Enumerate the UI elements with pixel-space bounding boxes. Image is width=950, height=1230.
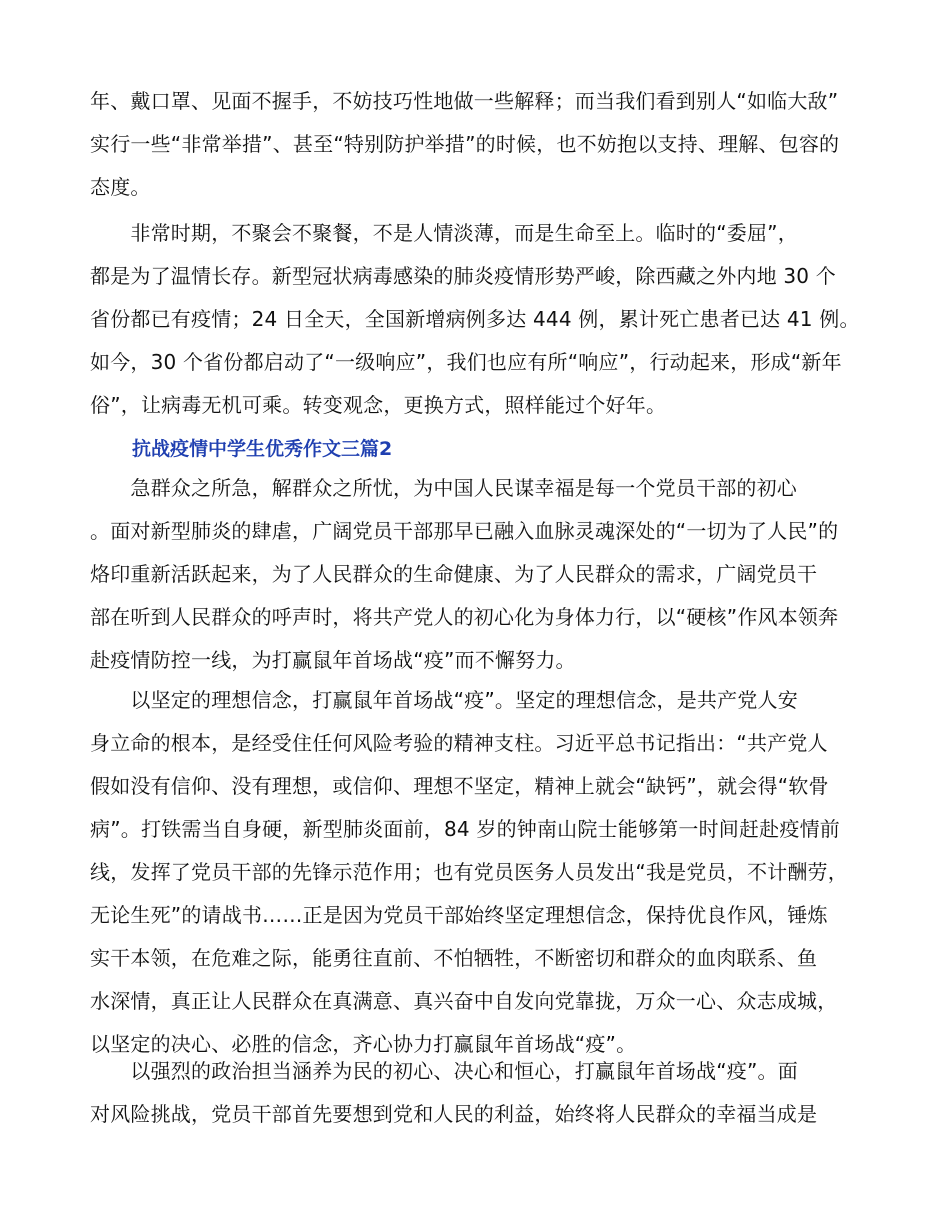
text-line: 非常时期，不聚会不聚餐，不是人情淡薄，而是生命至上。临时的“委屈”， [90, 221, 798, 245]
text-line: 以坚定的决心、必胜的信念，齐心协力打赢鼠年首场战“疫”。 [90, 1032, 637, 1056]
text-line: 部在听到人民群众的呼声时，将共产党人的初心化为身体力行，以“硬核”作风本领奔 [90, 605, 839, 629]
text-line: 病”。打铁需当自身硬，新型肺炎面前，84 岁的钟南山院士能够第一时间赶赴疫情前 [90, 817, 840, 841]
text-line: 急群众之所急，解群众之所忧，为中国人民谋幸福是每一个党员干部的初心 [90, 476, 797, 500]
text-line: 烙印重新活跃起来，为了人民群众的生命健康、为了人民群众的需求，广阔党员干 [90, 562, 818, 586]
paragraph-5 [90, 1050, 864, 1136]
text-line: 水深情，真正让人民群众在真满意、真兴奋中自发向党靠拢，万众一心、众志成城， [90, 989, 838, 1013]
text-line: 实行一些“非常举措”、甚至“特别防护举措”的时候，也不妨抱以支持、理解、包容的 [90, 132, 840, 156]
text-line: 。面对新型肺炎的肆虐，广阔党员干部那早已融入血脉灵魂深处的“一切为了人民”的 [90, 519, 839, 543]
text-line: 态度。 [90, 175, 151, 199]
text-line: 俗”，让病毒无机可乘。转变观念，更换方式，照样能过个好年。 [90, 393, 667, 417]
text-line: 假如没有信仰、没有理想，或信仰、理想不坚定，精神上就会“缺钙”，就会得“软骨 [90, 774, 829, 798]
text-line: 无论生死”的请战书……正是因为党员干部始终坚定理想信念，保持优良作风，锤炼 [90, 903, 828, 927]
text-line: 都是为了温情长存。新型冠状病毒感染的肺炎疫情形势严峻，除西藏之外内地 30 个 [90, 264, 836, 288]
section-heading: 抗战疫情中学生优秀作文三篇2 [132, 438, 393, 460]
paragraph-2 [90, 212, 864, 427]
text-line: 实干本领，在危难之际，能勇往直前、不怕牺牲，不断密切和群众的血肉联系、鱼 [90, 946, 818, 970]
text-line: 线，发挥了党员干部的先锋示范作用；也有党员医务人员发出“我是党员，不计酬劳， [90, 860, 848, 884]
paragraph-1 [90, 80, 864, 209]
text-line: 如今，30 个省份都启动了“一级响应”，我们也应有所“响应”，行动起来，形成“新年 [90, 350, 842, 374]
text-line: 以坚定的理想信念，打赢鼠年首场战“疫”。坚定的理想信念，是共产党人安 [90, 688, 798, 712]
text-line: 年、戴口罩、见面不握手，不妨技巧性地做一些解释；而当我们看到别人“如临大敌” [90, 89, 839, 113]
text-line: 对风险挑战，党员干部首先要想到党和人民的利益，始终将人民群众的幸福当成是 [90, 1102, 818, 1126]
text-line: 赴疫情防控一线，为打赢鼠年首场战“疫”而不懈努力。 [90, 648, 576, 672]
paragraph-4 [90, 679, 864, 1066]
text-line: 省份都已有疫情；24 日全天，全国新增病例多达 444 例，累计死亡患者已达 41 例。 [90, 307, 860, 331]
text-line: 以强烈的政治担当涵养为民的初心、决心和恒心，打赢鼠年首场战“疫”。面 [90, 1059, 798, 1083]
paragraph-3 [90, 467, 864, 682]
text-line: 身立命的根本，是经受住任何风险考验的精神支柱。习近平总书记指出：“共产党人 [90, 731, 828, 755]
